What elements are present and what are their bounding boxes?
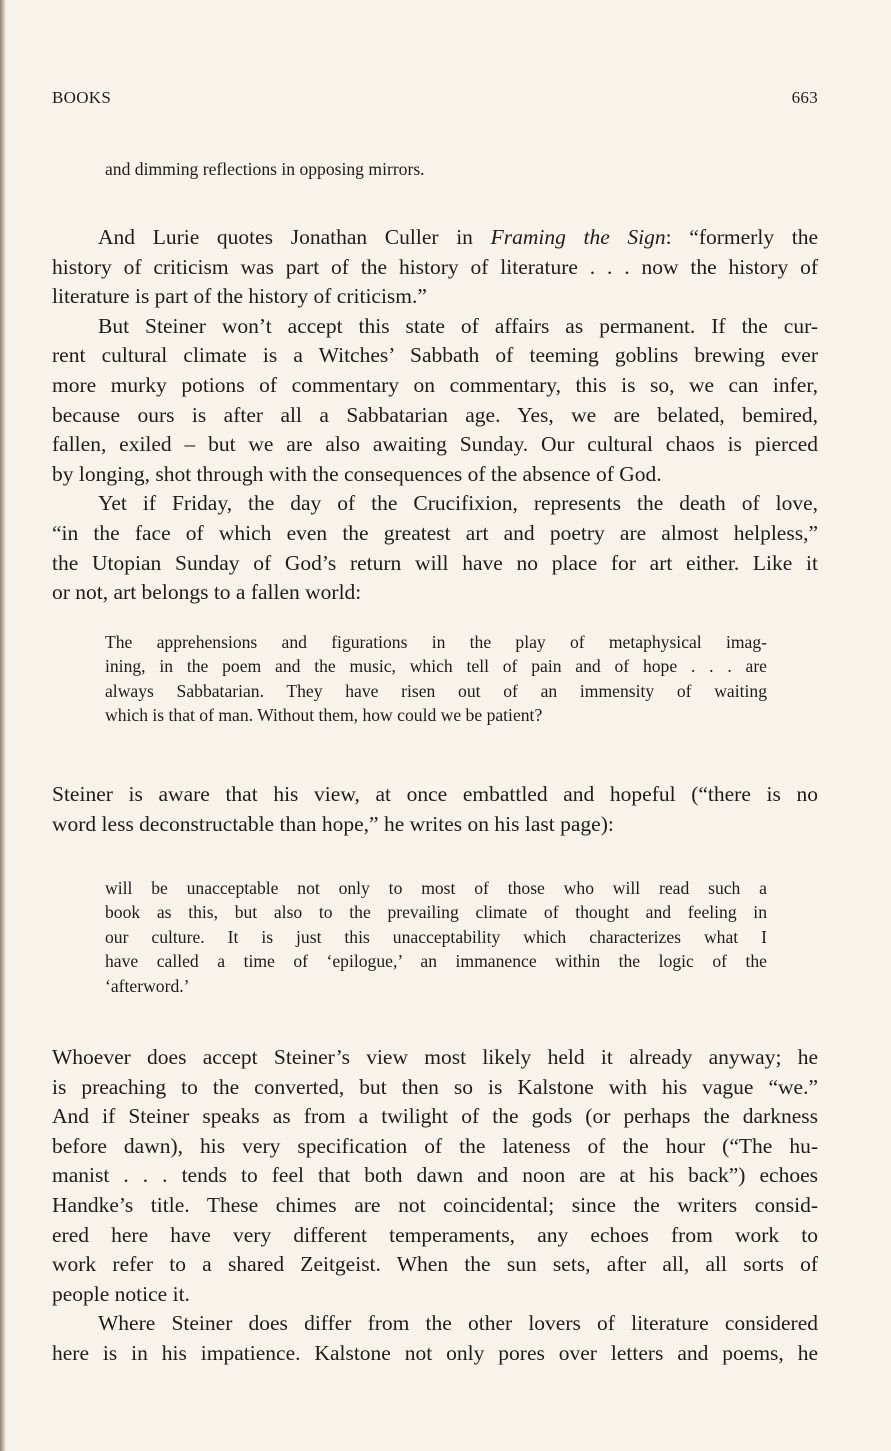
text-run: Where Steiner does differ from the other lovers of literature considered [98,1311,818,1336]
block-quote-epilogue [105,876,767,998]
quote-line: our culture. It is just this unacceptability which characterizes what I [105,926,767,947]
book-title-italic: Framing the Sign [490,225,666,249]
quote-line: will be unacceptable not only to most of those who will read such a [105,878,767,898]
text-line: Steiner is aware that his view, at once embattled and hopeful (“there is no [52,782,818,806]
quote-line: always Sabbatarian. They have risen out of an immensity of waiting [105,680,767,701]
text-line: And if Steiner speaks as from a twilight of the gods (or perhaps the darkness [52,1104,818,1129]
running-head [52,88,818,108]
text-line: by longing, shot through with the consequences of the absence of God. [52,461,662,486]
text-line: because ours is after all a Sabbatarian age. Yes, we are belated, bemired, [52,402,818,427]
text-line: is preaching to the converted, but then so is Kalstone with his vague “we.” [52,1074,818,1099]
quote-line: ‘afterword.’ [105,975,190,996]
text-run: : “formerly the [665,225,818,249]
text-line: literature is part of the history of criticism.” [52,284,427,309]
quote-line: The apprehensions and figurations in the play of metaphysical imag- [105,632,767,652]
quote-line: ining, in the poem and the music, which tell of pain and of hope . . . are [105,656,767,677]
body-paragraph-whoever [52,1043,818,1369]
text-line [52,312,818,342]
text-line: before dawn), his very specification of the lateness of the hour (“The hu- [52,1133,818,1158]
text-line: people notice it. [52,1281,190,1306]
quote-line: which is that of man. Without them, how could we be patient? [105,705,543,726]
text-line: rent cultural climate is a Witches’ Sabbath of teeming goblins brewing ever [52,343,818,368]
quote-line: and dimming reflections in opposing mirrors. [105,159,425,179]
quote-line: have called a time of ‘epilogue,’ an immanence within the logic of the [105,951,767,972]
text-line: ered here have very different temperaments, any echoes from work to [52,1222,818,1247]
text-line: Whoever does accept Steiner’s view most likely held it already anyway; he [52,1045,818,1069]
text-line: or not, art belongs to a fallen world: [52,580,362,605]
page-number: 663 [791,88,818,107]
text-line: manist . . . tends to feel that both dawn and noon are at his back”) echoes [52,1163,818,1188]
text-line [52,1309,818,1339]
text-line: fallen, exiled – but we are also awaiting Sunday. Our cultural chaos is pierced [52,432,818,457]
text-line: Handke’s title. These chimes are not coincidental; since the writers consid- [52,1192,818,1217]
block-quote-continuation [105,157,767,181]
block-quote-sabbatarian [105,630,767,728]
page-binding-shadow [0,0,6,1451]
text-line: more murky potions of commentary on commentary, this is so, we can infer, [52,372,818,397]
text-line: the Utopian Sunday of God’s return will have no place for art either. Like it [52,550,818,575]
text-run: Yet if Friday, the day of the Crucifixion, represents the death of love, [98,491,818,516]
quote-line: book as this, but also to the prevailing climate of thought and feeling in [105,902,767,923]
text-line [52,489,818,519]
text-line: here is in his impatience. Kalstone not only pores over letters and poems, he [52,1340,818,1365]
text-line: history of criticism was part of the history of literature . . . now the history of [52,254,818,279]
section-title: BOOKS [52,88,112,107]
text-line [52,223,818,253]
text-line: work refer to a shared Zeitgeist. When the sun sets, after all, all sorts of [52,1252,818,1277]
text-line: “in the face of which even the greatest art and poetry are almost helpless,” [52,520,818,545]
text-line: word less deconstructable than hope,” he writes on his last page): [52,811,614,836]
text-run: And Lurie quotes Jonathan Culler in [98,225,491,249]
body-paragraph-steiner-aware [52,780,818,839]
text-run: But Steiner won’t accept this state of affairs as permanent. If the cur- [98,313,818,338]
body-paragraph-lurie [52,223,818,608]
